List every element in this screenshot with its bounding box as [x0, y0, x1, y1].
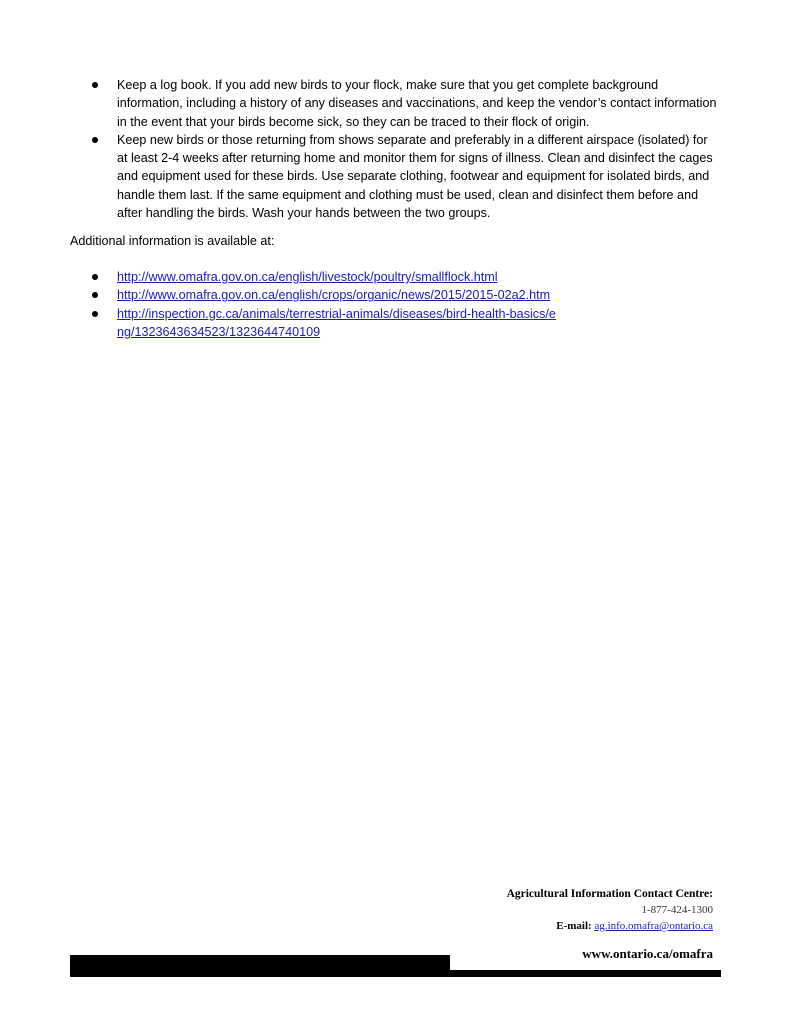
- footer-rule: [70, 970, 721, 977]
- list-item-text: Keep new birds or those returning from shows separate and preferably in a different airspace (isolated) for at least 2-4 weeks after returning home and monitor them for signs of illness. Clean and disinfect the cages and equipment used for these birds. Use separate clothing, footwear and equipment for isolated birds, and handle them last. If the same equipment and clothing must be used, clean and disinfect them before and after handling the birds. Wash your hands between the two groups.: [117, 132, 713, 221]
- list-item: [0, 131, 791, 222]
- resource-link[interactable]: http://inspection.gc.ca/animals/terrestrial-animals/diseases/bird-health-basics/eng/1323643634523/1323644740109: [117, 306, 556, 339]
- contact-block: [507, 886, 713, 934]
- contact-phone: 1-877-424-1300: [641, 904, 713, 916]
- list-item-text: Keep a log book. If you add new birds to your flock, make sure that you get complete background information, including a history of any diseases and vaccinations, and keep the vendor’s contact information in the event that your birds become sick, so they can be traced to their flock of origin.: [117, 78, 717, 129]
- bullet-icon: [92, 137, 98, 143]
- list-item: [0, 305, 791, 342]
- additional-info-intro: Additional information is available at:: [70, 234, 275, 248]
- website-url: www.ontario.ca/omafra: [582, 946, 713, 961]
- list-item: [0, 268, 791, 286]
- bullet-icon: [92, 311, 98, 317]
- list-item: [0, 76, 791, 131]
- resource-link[interactable]: http://www.omafra.gov.on.ca/english/crops/organic/news/2015/2015-02a2.htm: [117, 288, 551, 303]
- contact-title: Agricultural Information Contact Centre:: [506, 888, 713, 900]
- bullet-icon: [92, 82, 98, 88]
- resource-link[interactable]: http://www.omafra.gov.on.ca/english/livestock/poultry/smallflock.html: [117, 270, 498, 284]
- list-item: [0, 286, 791, 304]
- link-list: [0, 268, 791, 341]
- contact-email-line: [507, 918, 713, 934]
- bullet-icon: [92, 274, 98, 280]
- email-link[interactable]: ag.info.omafra@ontario.ca: [594, 920, 713, 932]
- email-label: E-mail:: [556, 920, 592, 932]
- bullet-icon: [92, 292, 98, 298]
- biosecurity-list: [0, 76, 791, 222]
